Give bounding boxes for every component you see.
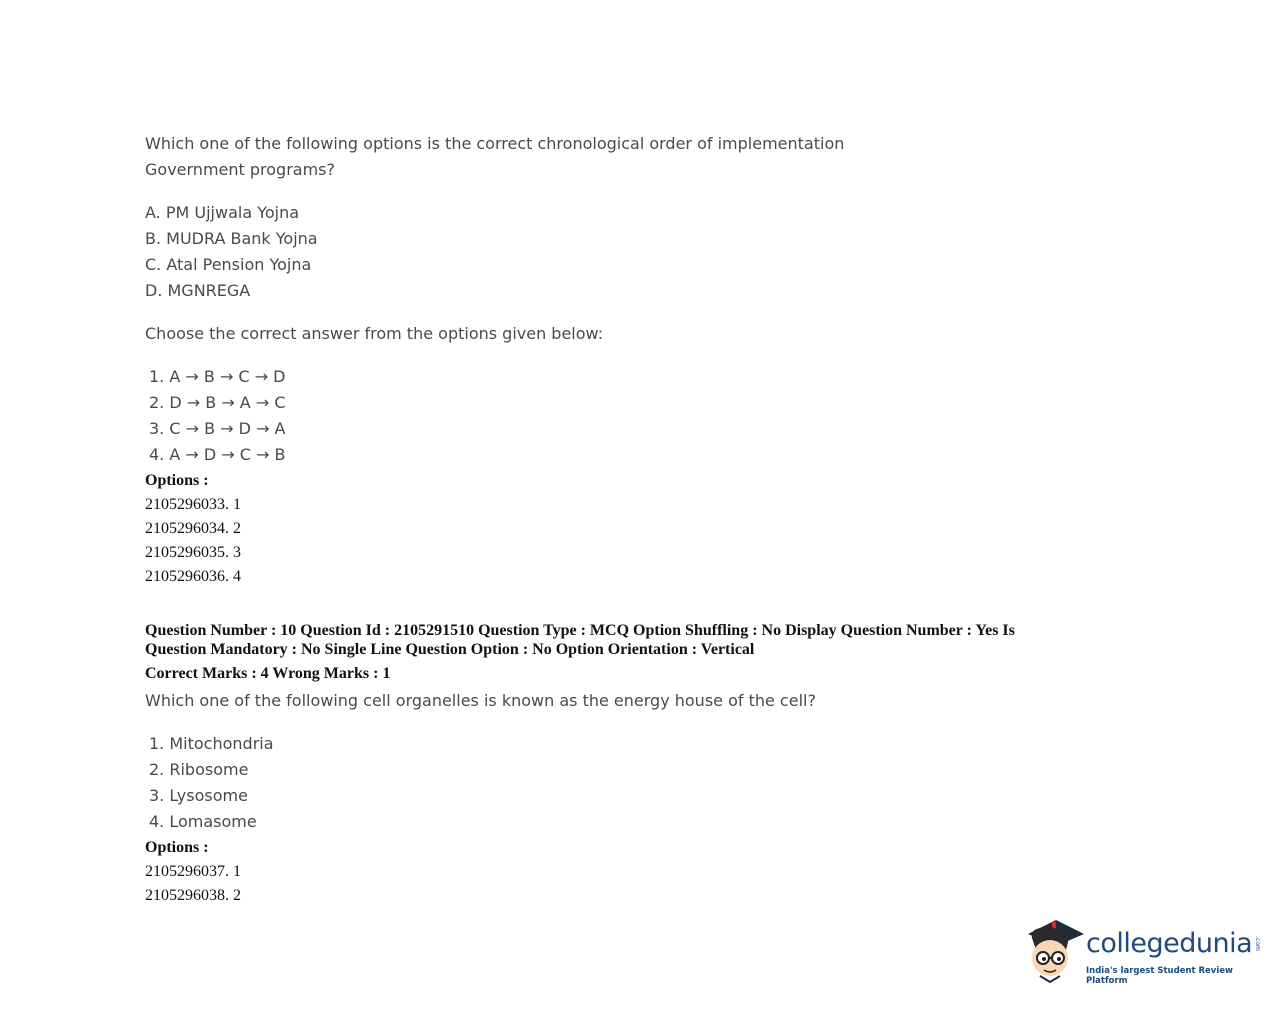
option-id: 2105296036. 4 xyxy=(145,568,241,585)
question-meta-line-1: Question Number : 10 Question Id : 2105291510 Question Type : MCQ Option Shuffling : No Display Question Number : Yes Is xyxy=(145,622,1015,639)
answer-choice: 1. A → B → C → D xyxy=(149,367,286,386)
list-item: C. Atal Pension Yojna xyxy=(145,255,312,274)
question-text: Which one of the following cell organelles is known as the energy house of the cell? xyxy=(145,691,816,710)
option-id: 2105296038. 2 xyxy=(145,887,241,904)
answer-choice: 2. Ribosome xyxy=(149,760,249,779)
instruction-text: Choose the correct answer from the options given below: xyxy=(145,324,604,343)
logo-suffix: .com xyxy=(1253,936,1261,951)
options-heading: Options : xyxy=(145,472,209,489)
option-id: 2105296037. 1 xyxy=(145,863,241,880)
collegedunia-logo xyxy=(1022,916,1262,992)
option-id: 2105296035. 3 xyxy=(145,544,241,561)
question-text-line-2: Government programs? xyxy=(145,160,335,179)
answer-choice: 4. A → D → C → B xyxy=(149,445,286,464)
list-item: A. PM Ujjwala Yojna xyxy=(145,203,300,222)
graduate-mascot-icon xyxy=(1022,916,1084,988)
answer-choice: 4. Lomasome xyxy=(149,812,257,831)
answer-choice: 1. Mitochondria xyxy=(149,734,274,753)
answer-choice: 3. C → B → D → A xyxy=(149,419,286,438)
options-heading: Options : xyxy=(145,839,209,856)
list-item: B. MUDRA Bank Yojna xyxy=(145,229,318,248)
logo-wordmark: collegedunia xyxy=(1086,928,1253,959)
question-marks: Correct Marks : 4 Wrong Marks : 1 xyxy=(145,665,391,682)
logo-tagline: India's largest Student Review Platform xyxy=(1086,966,1233,986)
list-item: D. MGNREGA xyxy=(145,281,251,300)
option-id: 2105296034. 2 xyxy=(145,520,241,537)
question-text-line-1: Which one of the following options is the correct chronological order of implementation xyxy=(145,134,845,153)
question-meta-line-2: Question Mandatory : No Single Line Question Option : No Option Orientation : Vertical xyxy=(145,641,755,658)
answer-choice: 2. D → B → A → C xyxy=(149,393,286,412)
answer-choice: 3. Lysosome xyxy=(149,786,248,805)
option-id: 2105296033. 1 xyxy=(145,496,241,513)
